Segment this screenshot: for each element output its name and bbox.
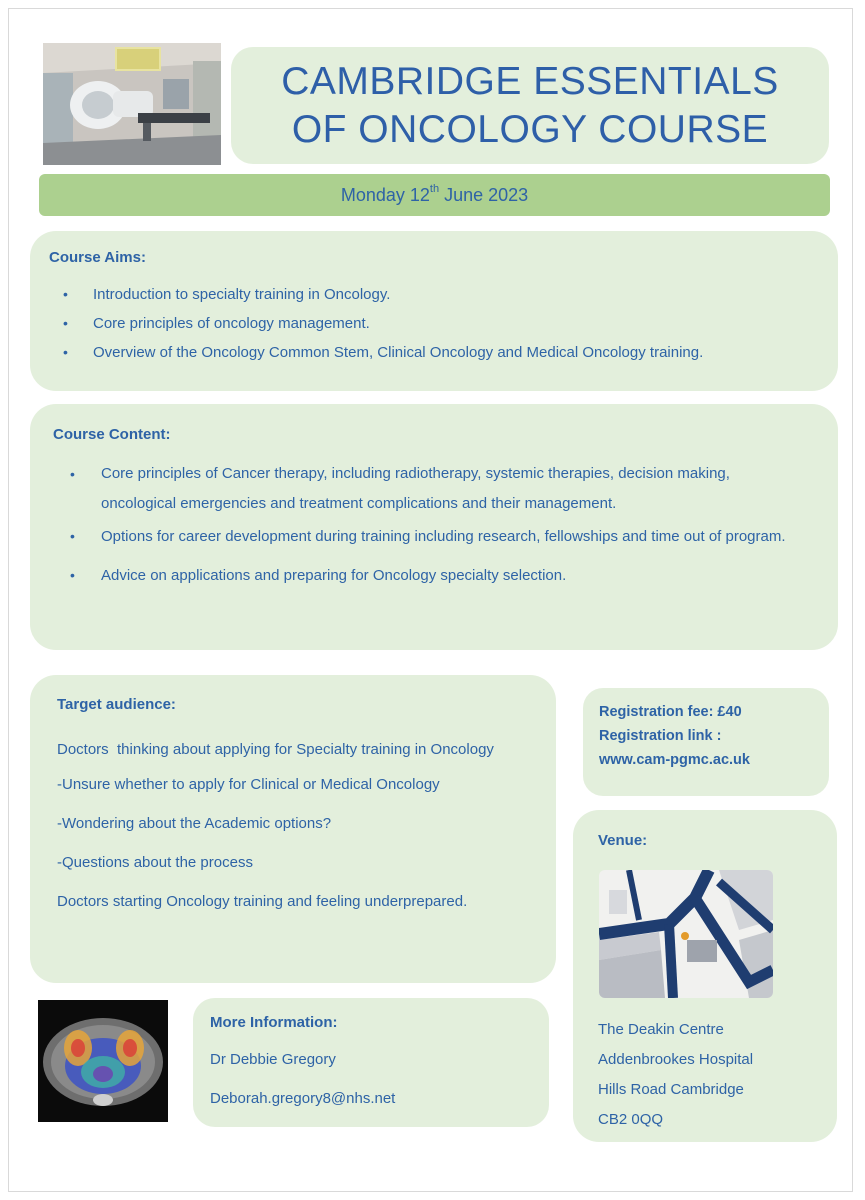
- registration-panel: [583, 688, 829, 796]
- address-line: Hills Road Cambridge: [598, 1081, 744, 1098]
- radiotherapy-room-photo: [43, 43, 221, 165]
- date-suffix: June 2023: [439, 184, 529, 205]
- registration-link-label: Registration link :: [599, 728, 722, 744]
- date-prefix: Monday 12: [340, 184, 430, 205]
- more-information-panel: [193, 998, 549, 1127]
- list-item: • Advice on applications and preparing for Oncology specialty selection.: [76, 564, 838, 587]
- list-item: • Core principles of Cancer therapy, including radiotherapy, systemic therapies, decision making, oncological emergencies and treatment complications and their management.: [76, 459, 838, 519]
- target-audience-panel: [30, 675, 556, 983]
- ct-scan-image: [38, 1000, 168, 1122]
- address-line: Addenbrookes Hospital: [598, 1051, 754, 1068]
- more-information-heading: More Information:: [210, 1014, 338, 1031]
- course-content-panel: [30, 404, 838, 650]
- contact-name: Dr Debbie Gregory: [210, 1051, 336, 1068]
- audience-line: Doctors starting Oncology training and feeling underprepared.: [57, 893, 468, 910]
- title-line-1: CAMBRIDGE ESSENTIALS: [281, 59, 779, 103]
- venue-map: [599, 870, 773, 998]
- target-audience-heading: Target audience:: [57, 696, 176, 713]
- course-aims-heading: Course Aims:: [49, 249, 146, 266]
- list-item: • Introduction to specialty training in Oncology.: [68, 280, 838, 309]
- list-item: • Options for career development during training including research, fellowships and time out of program.: [76, 525, 838, 548]
- address-line: CB2 0QQ: [598, 1111, 664, 1128]
- date-bar: [39, 174, 830, 216]
- audience-line: -Wondering about the Academic options?: [57, 815, 332, 832]
- title-line-2: OF ONCOLOGY COURSE: [291, 107, 769, 151]
- course-content-list: [53, 459, 838, 587]
- contact-email[interactable]: Deborah.gregory8@nhs.net: [210, 1090, 396, 1107]
- audience-line: Doctors thinking about applying for Specialty training in Oncology: [57, 741, 494, 758]
- title-panel: [231, 47, 829, 164]
- venue-heading: Venue:: [598, 832, 648, 849]
- course-content-heading: Course Content:: [53, 426, 171, 443]
- date-text: [340, 182, 529, 206]
- address-line: The Deakin Centre: [598, 1021, 724, 1038]
- course-aims-list: [49, 280, 838, 367]
- list-item: • Overview of the Oncology Common Stem, Clinical Oncology and Medical Oncology training.: [68, 338, 838, 367]
- registration-fee: Registration fee: £40: [599, 704, 742, 720]
- audience-line: -Unsure whether to apply for Clinical or Medical Oncology: [57, 776, 440, 793]
- audience-line: -Questions about the process: [57, 854, 253, 871]
- list-item: • Core principles of oncology management.: [68, 309, 838, 338]
- date-ordinal: th: [429, 182, 440, 195]
- registration-link[interactable]: www.cam-pgmc.ac.uk: [599, 752, 750, 768]
- course-title: [281, 58, 779, 154]
- venue-address: [598, 1015, 753, 1135]
- course-aims-panel: [30, 231, 838, 391]
